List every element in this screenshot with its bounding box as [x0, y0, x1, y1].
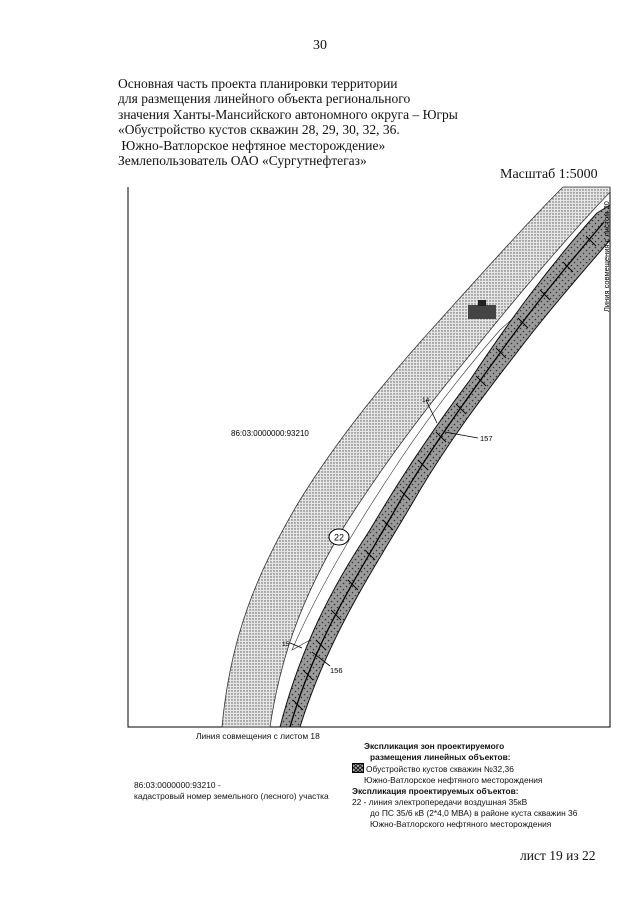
- right-edge-label: Линия совмещения с листом 20: [602, 201, 611, 312]
- point-label-157: 157: [480, 434, 493, 443]
- point-label-14: 14: [422, 397, 430, 404]
- header-line: Южно-Ватлорское нефтяное месторождение»: [118, 137, 386, 153]
- header-line: для размещения линейного объекта регионального: [118, 91, 411, 107]
- bottom-edge-label: Линия совмещения с листом 18: [196, 731, 320, 741]
- structure-marker-top: [478, 300, 486, 306]
- header-line: Землепользователь ОАО «Сургутнефтегаз»: [118, 153, 367, 169]
- legend-explication: [352, 741, 622, 830]
- legend-zone-item-cont: Южно-Ватлорское нефтяного месторождения: [364, 775, 543, 785]
- structure-marker: [468, 305, 496, 319]
- scale-label: Масштаб 1:5000: [500, 167, 598, 182]
- legend-zone-swatch: [352, 763, 364, 773]
- legend-object-line-2: до ПС 35/6 кВ (2*4,0 МВА) в районе куста скважин 36: [370, 808, 578, 818]
- legend-zones-heading: Экспликация зон проектируемого: [364, 741, 505, 751]
- parcel-label: 86:03:0000000:93210: [231, 429, 309, 438]
- legend-object-line-3: Южно-Ватлорского нефтяного месторождения: [370, 819, 552, 829]
- header-line: «Обустройство кустов скважин 28, 29, 30, 32, 36.: [118, 122, 400, 138]
- legend-zones-heading-2: размещения линейных объектов:: [370, 752, 511, 762]
- point-label-15: 15: [282, 641, 290, 648]
- legend-parcel-desc: кадастровый номер земельного (лесного) участка: [134, 791, 329, 801]
- object-number: 22: [333, 532, 345, 543]
- header-line: значения Ханты-Мансийского автономного округа – Югры: [118, 106, 458, 122]
- legend-zone-item: [352, 763, 622, 775]
- sheet-number: лист 19 из 22: [520, 848, 596, 863]
- legend-object-line-1: 22 - линия электропередачи воздушная 35кВ: [352, 797, 528, 807]
- legend-objects-heading: Экспликация проектируемых объектов:: [352, 786, 519, 796]
- legend-zone-item-text: Обустройство кустов скважин №32,36: [366, 764, 514, 774]
- legend-parcel-code: 86:03:0000000:93210 -: [134, 780, 221, 790]
- legend-parcel: [134, 780, 329, 802]
- header-line: Основная часть проекта планировки территории: [118, 76, 398, 91]
- point-label-156: 156: [330, 666, 343, 675]
- page-number: 30: [313, 38, 327, 53]
